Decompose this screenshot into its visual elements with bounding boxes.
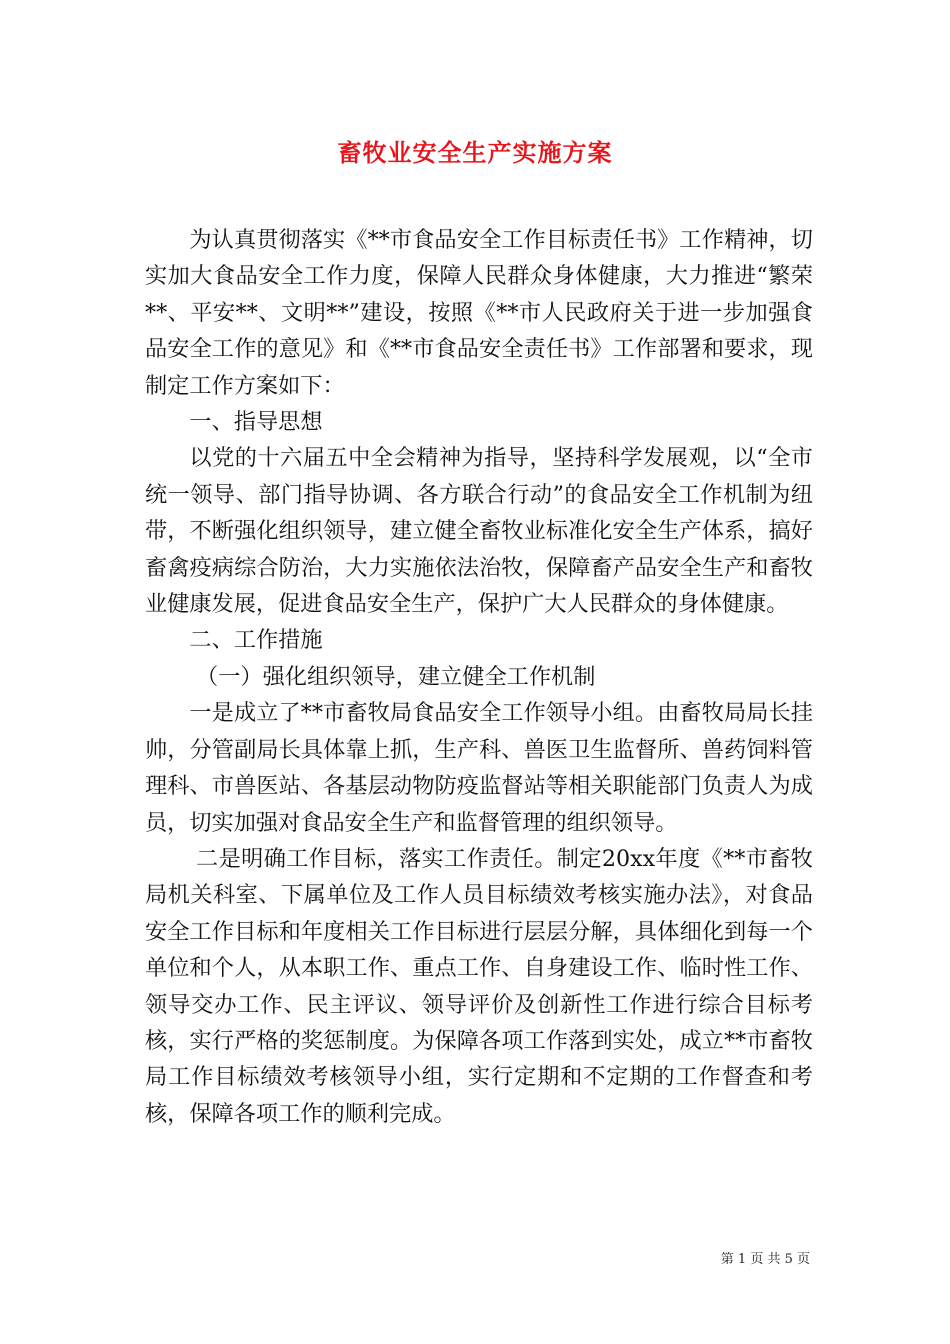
measure-paragraph-2: 二是明确工作目标，落实工作责任。制定20xx年度《**市畜牧局机关科室、下属单位及工作人员目标绩效考核实施办法》，对食品安全工作目标和年度相关工作目标进行层层分解，具体细化到每一个单位和个人，从本职工作、重点工作、自身建设工作、临时性工作、领导交办工作、民主评议、领导评价及创新性工作进行综合目标考核，实行严格的奖惩制度。为保障各项工作落到实处，成立**市畜牧局工作目标绩效考核领导小组，实行定期和不定期的工作督查和考核，保障各项工作的顺利完成。 (145, 845, 813, 1127)
document-title: 畜牧业安全生产实施方案 (337, 138, 613, 167)
section-heading-guiding-ideology: 一、指导思想 (189, 409, 323, 436)
intro-paragraph: 为认真贯彻落实《**市食品安全工作目标责任书》工作精神，切实加大食品安全工作力度，保障人民群众身体健康，大力推进“繁荣**、平安**、文明**”建设，按照《**市人民政府关于进一步加强食品安全工作的意见》和《**市食品安全责任书》工作部署和要求，现制定工作方案如下： (145, 227, 813, 399)
section-heading-work-measures: 二、工作措施 (189, 627, 323, 654)
document-body (145, 222, 813, 1132)
subsection-heading-organization: （一）强化组织领导，建立健全工作机制 (196, 663, 596, 690)
guiding-ideology-paragraph: 以党的十六届五中全会精神为指导，坚持科学发展观，以“全市统一领导、部门指导协调、各方联合行动”的食品安全工作机制为纽带，不断强化组织领导，建立健全畜牧业标准化安全生产体系，搞好畜禽疫病综合防治，大力实施依法治牧，保障畜产品安全生产和畜牧业健康发展，促进食品安全生产，保护广大人民群众的身体健康。 (145, 445, 813, 618)
page-number-footer: 第 1 页 共 5 页 (720, 1252, 810, 1267)
measure-paragraph-1: 一是成立了**市畜牧局食品安全工作领导小组。由畜牧局局长挂帅，分管副局长具体靠上抓，生产科、兽医卫生监督所、兽药饲料管理科、市兽医站、各基层动物防疫监督站等相关职能部门负责人为成员，切实加强对食品安全生产和监督管理的组织领导。 (145, 700, 813, 836)
